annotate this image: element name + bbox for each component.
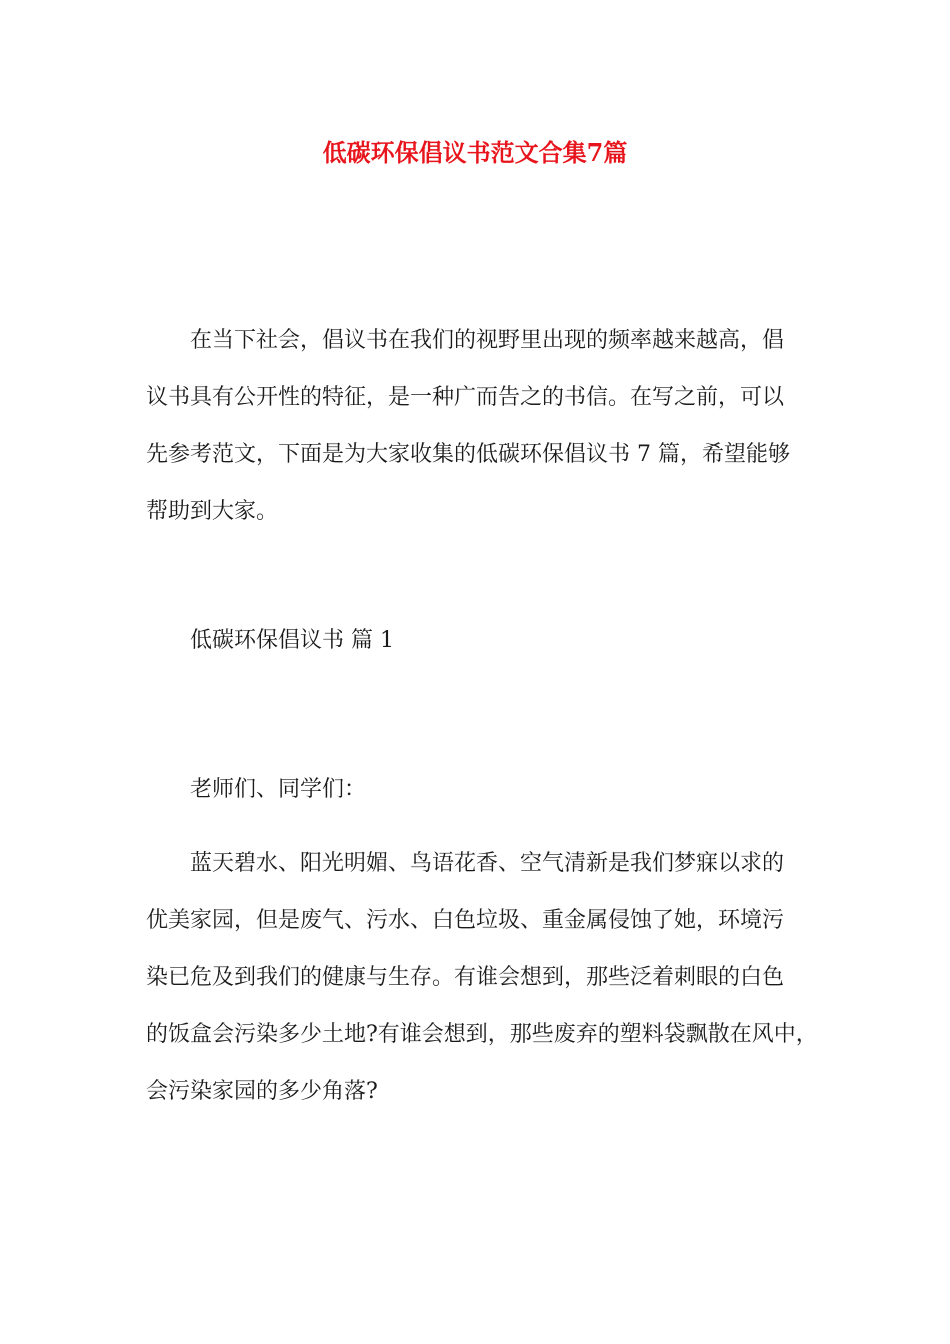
intro-line: 帮助到大家。 (146, 499, 279, 524)
paragraph-line: 优美家园，但是废气、污水、白色垃圾、重金属侵蚀了她，环境污 (146, 908, 785, 933)
paragraph-line: 蓝天碧水、阳光明媚、鸟语花香、空气清新是我们梦寐以求的 (190, 851, 785, 876)
paragraph-line: 会污染家园的多少角落? (146, 1079, 378, 1104)
document-title: 低碳环保倡议书范文合集7篇 (322, 138, 628, 167)
paragraph-line: 的饭盒会污染多少土地?有谁会想到，那些废弃的塑料袋飘散在风中， (146, 1022, 818, 1047)
intro-line: 在当下社会，倡议书在我们的视野里出现的频率越来越高，倡 (190, 328, 785, 353)
paragraph-line: 染已危及到我们的健康与生存。有谁会想到，那些泛着刺眼的白色 (146, 965, 785, 990)
intro-line: 议书具有公开性的特征，是一种广而告之的书信。在写之前，可以 (146, 385, 785, 410)
intro-paragraph (146, 312, 806, 540)
intro-line: 先参考范文，下面是为大家收集的低碳环保倡议书 7 篇，希望能够 (146, 442, 790, 467)
body-paragraph (146, 835, 818, 1120)
section-heading: 低碳环保倡议书 篇 1 (190, 628, 394, 653)
salutation: 老师们、同学们： (190, 777, 367, 802)
